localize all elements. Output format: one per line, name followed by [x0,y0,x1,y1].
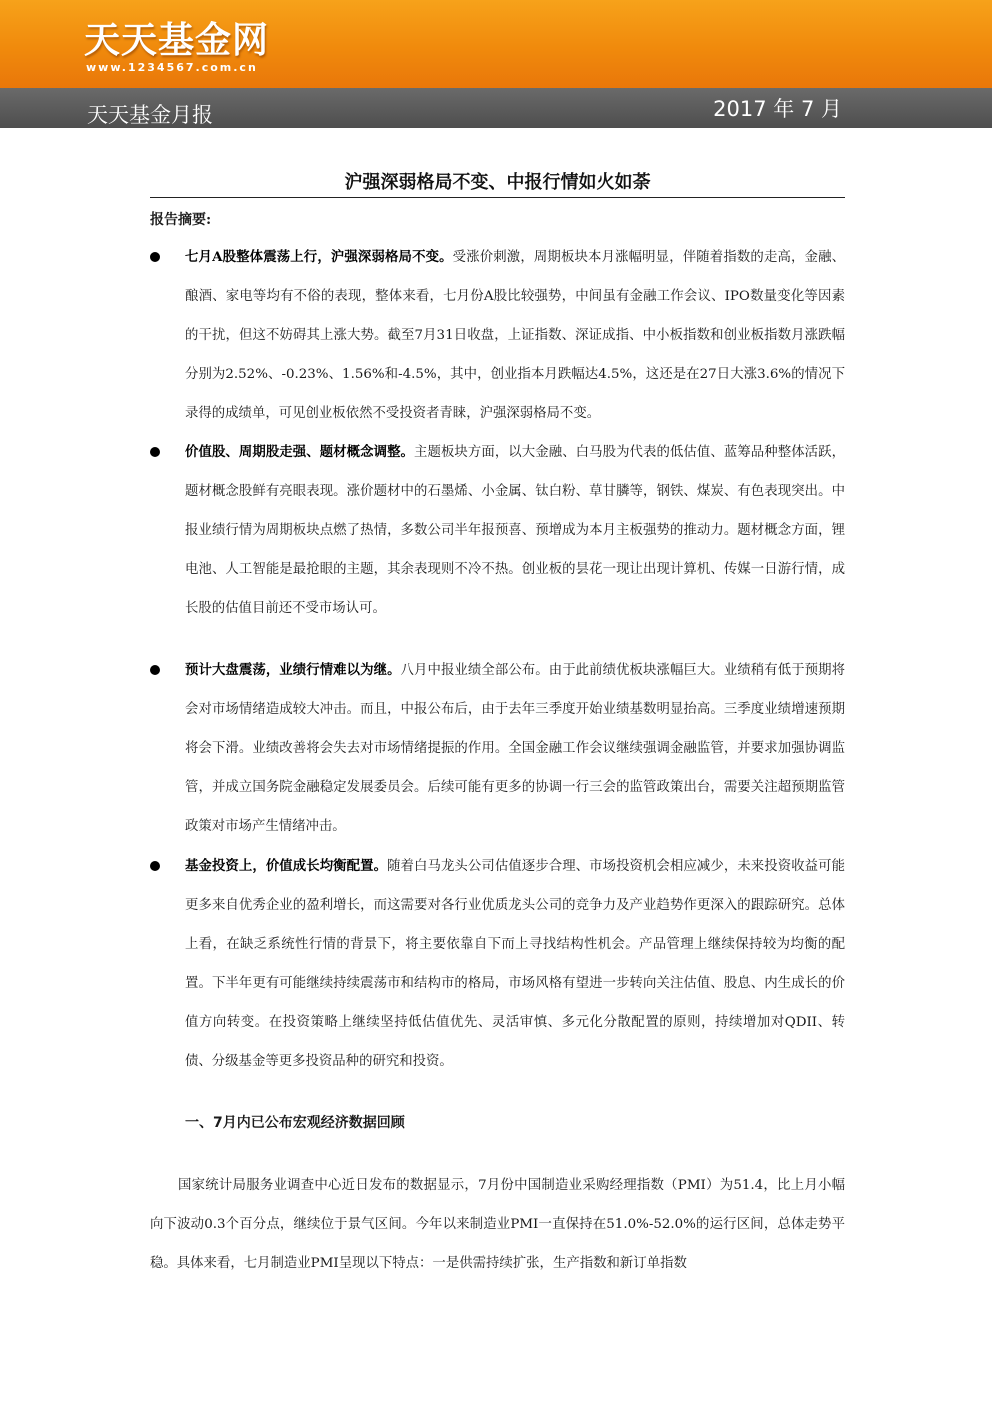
bullet-text: 随着白马龙头公司估值逐步合理、市场投资机会相应减少，未来投资收益可能更多来自优秀企业的盈利增长，而这需要对各行业优质龙头公司的竞争力及产业趋势作更深入的跟踪研究。总体上看，在缺乏系统性行情的背景下，将主要依靠自下而上寻找结构性机会。产品管理上继续保持较为均衡的配置。下半年更有可能继续持续震荡市和结构市的格局，市场风格有望进一步转向关注估值、股息、内生成长的价值方向转变。在投资策略上继续坚持低估值优先、灵活审慎、多元化分散配置的原则，持续增加对QDII、转债、分级基金等更多投资品种的研究和投资。 [185,859,846,1069]
report-name: 天天基金月报 [87,103,213,127]
document-title: 沪强深弱格局不变、中报行情如火如荼 [344,172,651,193]
summary-bullet-4 [185,847,845,1081]
title-divider [150,197,845,198]
bullet-dot-icon [150,447,160,457]
site-logo[interactable]: 天天基金网 [84,19,270,61]
summary-bullet-1 [185,238,845,433]
abstract-label: 报告摘要: [150,212,212,228]
site-url[interactable]: www.1234567.com.cn [86,61,258,74]
bullet-lead: 价值股、周期股走强、题材概念调整。 [185,444,415,460]
section-heading: 一、7月内已公布宏观经济数据回顾 [185,1115,405,1131]
bullet-dot-icon [150,665,160,675]
section-paragraph: 国家统计局服务业调查中心近日发布的数据显示，7月份中国制造业采购经理指数（PMI）为51.4，比上月小幅向下波动0.3个百分点，继续位于景气区间。今年以来制造业PMI一直保持在51.0%-52.0%的运行区间，总体走势平稳。具体来看，七月制造业PMI呈现以下特点：一是供需持续扩张，生产指数和新订单指数 [150,1178,845,1271]
bullet-text: 八月中报业绩全部公布。由于此前绩优板块涨幅巨大。业绩稍有低于预期将会对市场情绪造成较大冲击。而且，中报公布后，由于去年三季度开始业绩基数明显抬高。三季度业绩增速预期将会下滑。业绩改善将会失去对市场情绪提振的作用。全国金融工作会议继续强调金融监管，并要求加强协调监管，并成立国务院金融稳定发展委员会。后续可能有更多的协调一行三会的监管政策出台，需要关注超预期监管政策对市场产生情绪冲击。 [185,663,846,834]
summary-bullet-3 [185,651,845,846]
summary-bullet-2 [185,433,845,628]
report-date: 2017 年 7 月 [713,97,842,121]
bullet-text: 主题板块方面，以大金融、白马股为代表的低估值、蓝筹品种整体活跃，题材概念股鲜有亮眼表现。涨价题材中的石墨烯、小金属、钛白粉、草甘膦等，钢铁、煤炭、有色表现突出。中报业绩行情为周期板块点燃了热情，多数公司半年报预喜、预增成为本月主板强势的推动力。题材概念方面，锂电池、人工智能是最抢眼的主题，其余表现则不冷不热。创业板的昙花一现让出现计算机、传媒一日游行情，成长股的估值目前还不受市场认可。 [185,445,846,616]
bullet-dot-icon [150,252,160,262]
bullet-lead: 预计大盘震荡，业绩行情难以为继。 [185,662,401,678]
bullet-text: 受涨价刺激，周期板块本月涨幅明显，伴随着指数的走高，金融、酿酒、家电等均有不俗的表现，整体来看，七月份A股比较强势，中间虽有金融工作会议、IPO数量变化等因素的干扰，但这不妨碍其上涨大势。截至7月31日收盘，上证指数、深证成指、中小板指数和创业板指数月涨跌幅分别为2.52%、-0.23%、1.56%和-4.5%，其中，创业指本月跌幅达4.5%，这还是在27日大涨3.6%的情况下录得的成绩单，可见创业板依然不受投资者青睐，沪强深弱格局不变。 [185,250,845,421]
bullet-dot-icon [150,861,160,871]
bullet-lead: 基金投资上，价值成长均衡配置。 [185,858,388,874]
bullet-lead: 七月A股整体震荡上行，沪强深弱格局不变。 [185,249,453,265]
